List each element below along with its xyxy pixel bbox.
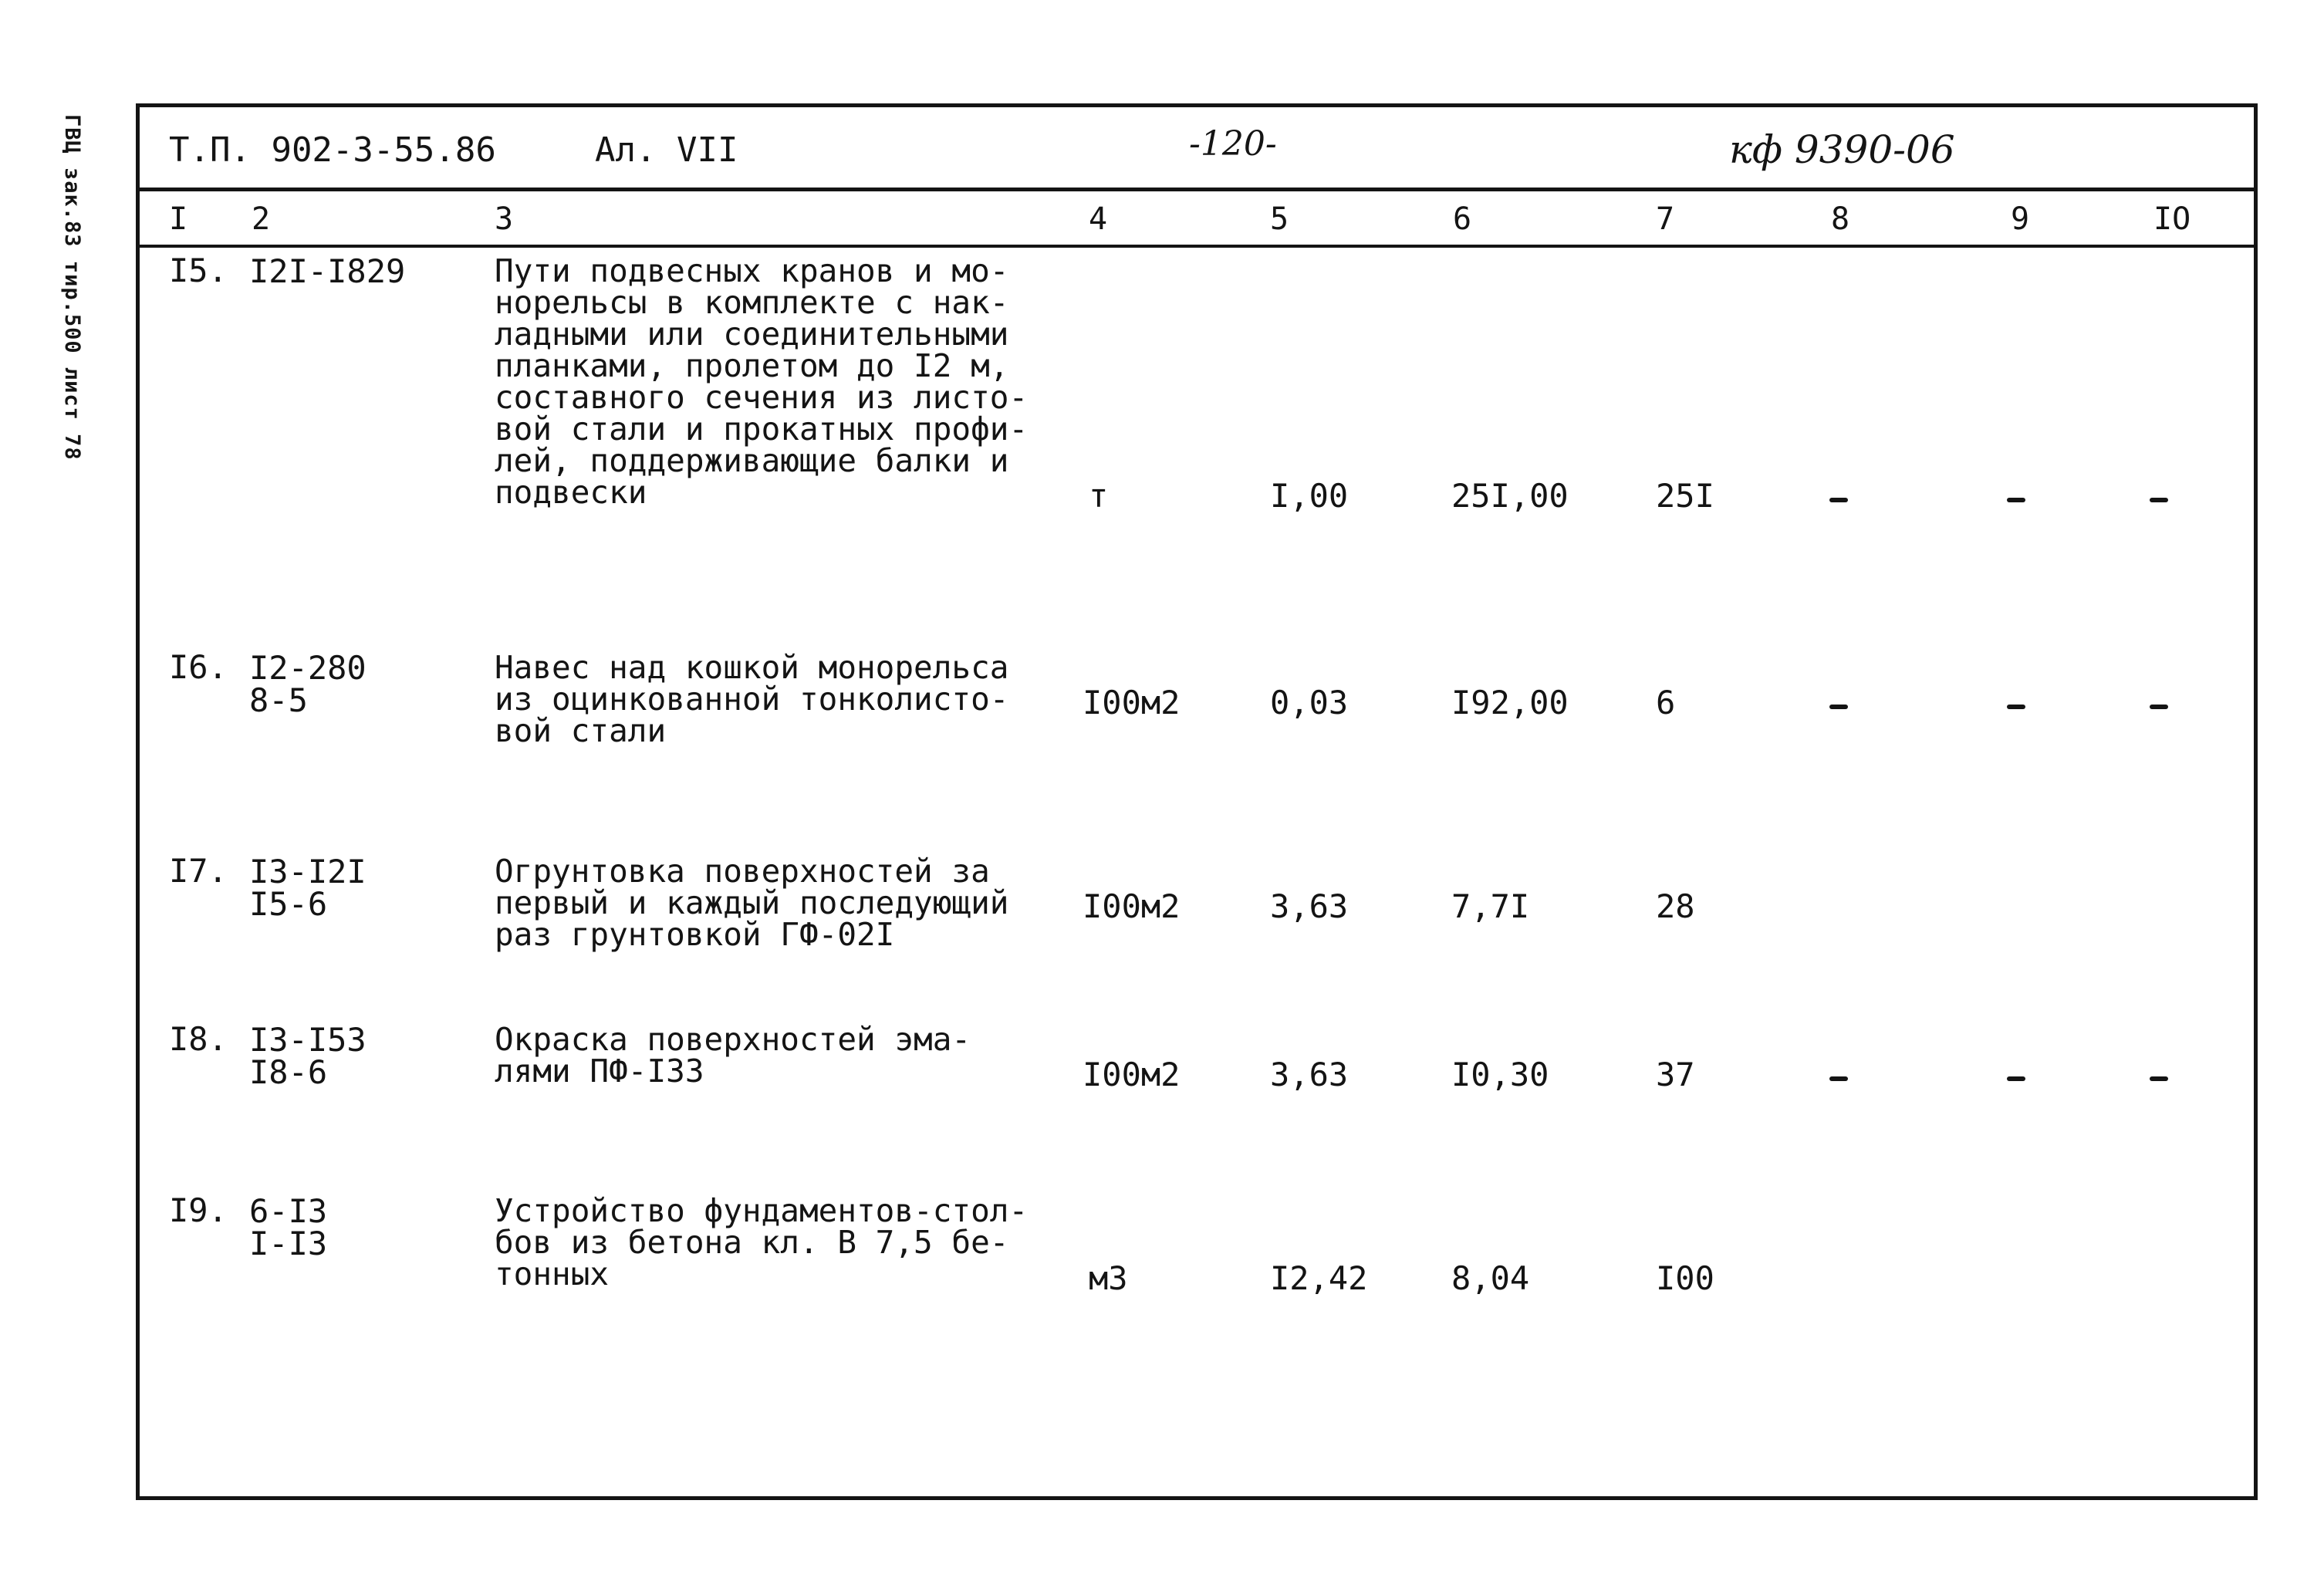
- page-number: -120-: [1189, 124, 1277, 164]
- estimate-table-body: [140, 245, 2254, 1496]
- total-cost: 25I: [1656, 477, 1714, 515]
- col-num-9: 9: [2011, 201, 2030, 237]
- total-cost: 6: [1656, 684, 1676, 721]
- work-description: Устройство фундаментов-стол- бов из бетона кл. В 7,5 бе- тонных: [495, 1192, 1029, 1293]
- title-block: [140, 107, 2254, 191]
- row-number: I7.: [169, 852, 228, 890]
- quantity: I,00: [1270, 477, 1349, 515]
- dash-mark: [1829, 1076, 1848, 1081]
- dash-mark: [2150, 705, 2168, 709]
- unit-price: I92,00: [1451, 684, 1569, 721]
- norm-code: I3-I53 I8-6: [249, 1021, 367, 1091]
- unit-price: 7,7I: [1451, 887, 1530, 925]
- total-cost: 28: [1656, 887, 1695, 925]
- unit: I00м2: [1083, 684, 1181, 721]
- row-number: I5.: [169, 252, 228, 289]
- total-cost: 37: [1656, 1056, 1695, 1093]
- norm-code: I2I-I829: [249, 252, 406, 290]
- row-number: I9.: [169, 1191, 228, 1229]
- norm-code: I2-280 8-5: [249, 649, 367, 719]
- work-description: Окраска поверхностей эма- лями ПФ-I33: [495, 1021, 971, 1090]
- dash-mark: [2007, 498, 2025, 502]
- unit: т: [1089, 477, 1109, 515]
- project-number: Т.П. 902-3-55.86: [169, 130, 496, 170]
- dash-mark: [2007, 705, 2025, 709]
- norm-code: 6-I3 I-I3: [249, 1192, 328, 1262]
- total-cost: I00: [1656, 1259, 1714, 1297]
- row-number: I8.: [169, 1020, 228, 1058]
- unit-price: 8,04: [1451, 1259, 1530, 1297]
- col-num-6: 6: [1453, 201, 1472, 237]
- quantity: 3,63: [1270, 887, 1349, 925]
- col-num-1: I: [169, 201, 188, 237]
- col-num-8: 8: [1831, 201, 1850, 237]
- row-number: I6.: [169, 648, 228, 686]
- work-description: Навес над кошкой монорельса из оцинкованной тонколисто- вой стали: [495, 649, 1009, 749]
- dash-mark: [2007, 1076, 2025, 1081]
- norm-code: I3-I2I I5-6: [249, 853, 367, 923]
- column-number-row: [140, 188, 2254, 248]
- dash-mark: [2150, 498, 2168, 502]
- dash-mark: [1829, 498, 1848, 502]
- unit-price: I0,30: [1451, 1056, 1549, 1093]
- col-num-4: 4: [1089, 201, 1108, 237]
- document-code: кф 9390-06: [1729, 127, 1955, 172]
- quantity: 0,03: [1270, 684, 1349, 721]
- document-sheet: [136, 103, 2258, 1500]
- unit: м3: [1089, 1259, 1128, 1297]
- album-number: Ал. VII: [595, 130, 738, 170]
- quantity: I2,42: [1270, 1259, 1368, 1297]
- work-description: Огрунтовка поверхностей за первый и каждый последующий раз грунтовкой ГФ-02I: [495, 853, 1009, 953]
- unit: I00м2: [1083, 887, 1181, 925]
- dash-mark: [2150, 1076, 2168, 1081]
- col-num-5: 5: [1270, 201, 1289, 237]
- col-num-7: 7: [1656, 201, 1675, 237]
- quantity: 3,63: [1270, 1056, 1349, 1093]
- col-num-2: 2: [252, 201, 271, 237]
- margin-print-note: ГВЦ зак.83 тир.500 лист 78: [60, 114, 84, 461]
- unit: I00м2: [1083, 1056, 1181, 1093]
- dash-mark: [1829, 705, 1848, 709]
- work-description: Пути подвесных кранов и мо- норельсы в комплекте с нак- ладными или соединительными планками, пролетом до I2 м, составного сечения из листо- вой стали и прокатных профи- лей, поддерживающие балки и подвески: [495, 252, 1029, 511]
- col-num-10: IO: [2153, 201, 2191, 237]
- col-num-3: 3: [495, 201, 514, 237]
- unit-price: 25I,00: [1451, 477, 1569, 515]
